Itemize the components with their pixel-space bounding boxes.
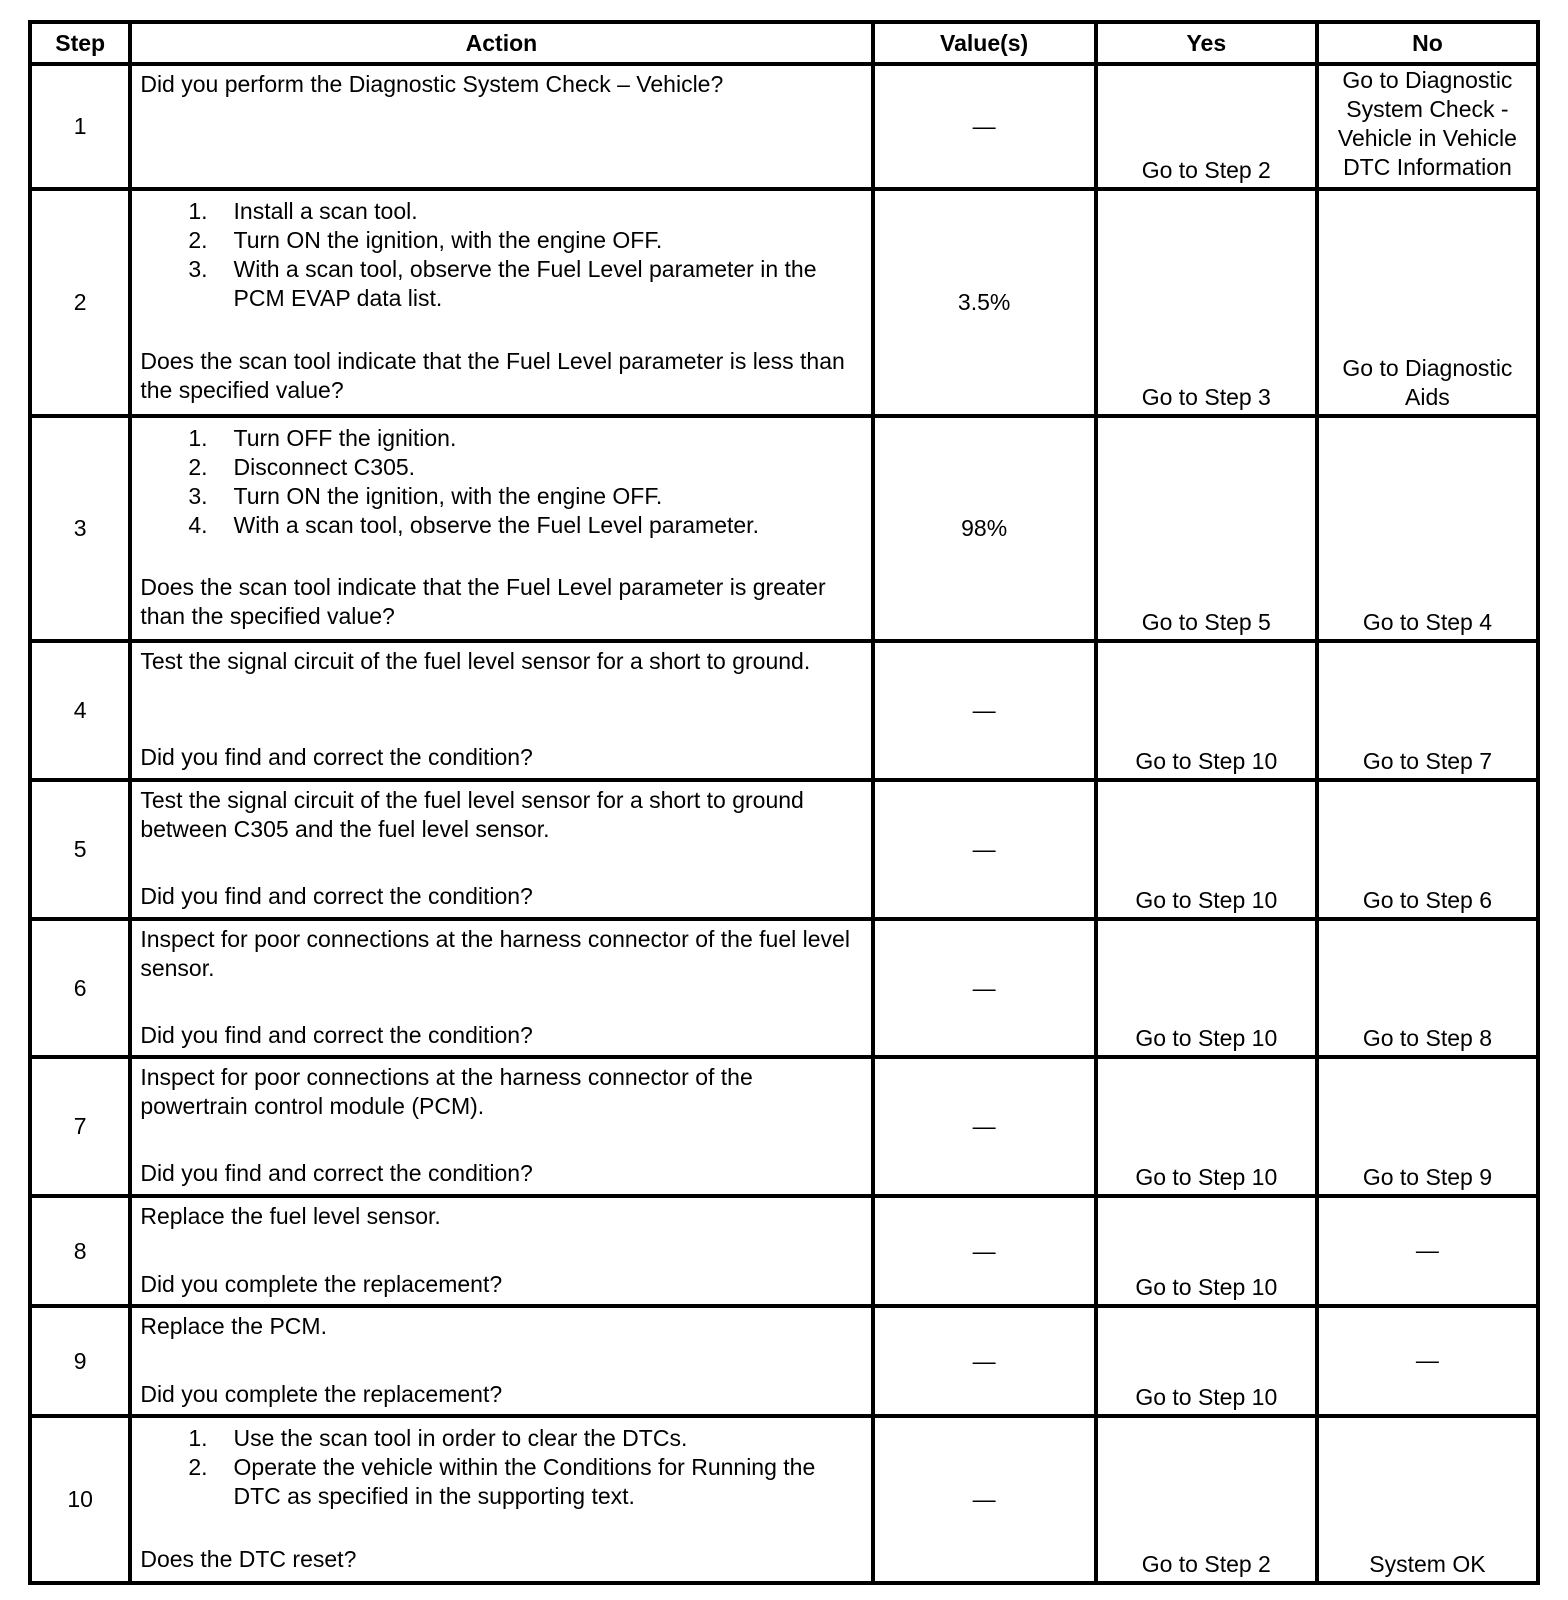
yes-cell: Go to Step 2	[1096, 1416, 1317, 1583]
no-cell: Go to Step 7	[1317, 641, 1538, 780]
action-content	[140, 1198, 862, 1301]
diagnostic-table	[28, 20, 1540, 1585]
action-cell	[130, 641, 872, 780]
action-step-list	[140, 1418, 862, 1511]
action-question: Does the scan tool indicate that the Fuel Level parameter is greater than the specified value?	[140, 573, 826, 629]
action-step-text: With a scan tool, observe the Fuel Level parameter in the PCM EVAP data list.	[233, 256, 817, 312]
no-cell: Go to Step 4	[1317, 416, 1538, 641]
step-number: 7	[30, 1057, 130, 1196]
no-cell: —	[1317, 1306, 1538, 1416]
action-step-number: 2.	[188, 453, 208, 480]
action-step-number: 3.	[188, 256, 208, 283]
action-cell	[130, 1306, 872, 1416]
action-content	[140, 1308, 862, 1411]
yes-cell: Go to Step 3	[1096, 189, 1317, 415]
action-cell	[130, 1196, 872, 1306]
action-step-text: Turn ON the ignition, with the engine OFF.	[233, 482, 663, 509]
action-content	[140, 1059, 862, 1190]
step-number: 10	[30, 1416, 130, 1583]
step-number: 5	[30, 780, 130, 919]
header-yes: Yes	[1096, 22, 1317, 64]
no-cell: Go to Step 9	[1317, 1057, 1538, 1196]
table-row	[30, 1306, 1538, 1416]
action-step-list	[140, 418, 862, 540]
no-cell: Go to Diagnostic Aids	[1317, 189, 1538, 415]
header-step: Step	[30, 22, 130, 64]
value-cell: —	[873, 1306, 1096, 1416]
action-step-item	[140, 482, 862, 511]
action-cell	[130, 919, 872, 1058]
step-number: 8	[30, 1196, 130, 1306]
action-step-text: Install a scan tool.	[233, 198, 418, 225]
action-content	[140, 643, 862, 774]
value-cell: —	[873, 64, 1096, 189]
table-row	[30, 780, 1538, 919]
action-cell	[130, 1416, 872, 1583]
action-step-item	[140, 511, 862, 540]
action-question: Did you complete the replacement?	[140, 1381, 503, 1408]
action-instruction: Test the signal circuit of the fuel level sensor for a short to ground.	[140, 647, 811, 674]
table-row	[30, 64, 1538, 189]
action-step-item	[140, 226, 862, 255]
no-cell: Go to Step 8	[1317, 919, 1538, 1058]
no-cell: Go to Step 6	[1317, 780, 1538, 919]
header-no: No	[1317, 22, 1538, 64]
value-cell: —	[873, 641, 1096, 780]
action-question: Did you find and correct the condition?	[140, 743, 533, 770]
value-cell: —	[873, 1057, 1096, 1196]
action-content	[140, 782, 862, 913]
header-values: Value(s)	[873, 22, 1096, 64]
action-step-text: Operate the vehicle within the Conditions for Running the DTC as specified in the supporting text.	[233, 1454, 816, 1510]
action-step-number: 1.	[188, 1425, 208, 1452]
action-instruction: Inspect for poor connections at the harness connector of the powertrain control module (PCM).	[140, 1064, 753, 1120]
step-number: 4	[30, 641, 130, 780]
table-row	[30, 1057, 1538, 1196]
value-cell: —	[873, 1196, 1096, 1306]
action-question: Did you complete the replacement?	[140, 1271, 503, 1298]
step-number: 1	[30, 64, 130, 189]
action-step-number: 2.	[188, 1454, 208, 1481]
yes-cell: Go to Step 10	[1096, 1196, 1317, 1306]
action-step-item	[140, 255, 862, 313]
yes-cell: Go to Step 2	[1096, 64, 1317, 189]
action-step-number: 1.	[188, 424, 208, 451]
value-cell: 98%	[873, 416, 1096, 641]
value-cell: —	[873, 919, 1096, 1058]
step-number: 3	[30, 416, 130, 641]
action-cell	[130, 416, 872, 641]
action-cell	[130, 64, 872, 189]
action-step-item	[140, 453, 862, 482]
step-number: 6	[30, 919, 130, 1058]
action-question: Does the scan tool indicate that the Fuel Level parameter is less than the specified value?	[140, 348, 845, 404]
value-cell: 3.5%	[873, 189, 1096, 415]
action-step-item	[140, 424, 862, 453]
value-cell: —	[873, 780, 1096, 919]
yes-cell: Go to Step 10	[1096, 641, 1317, 780]
action-instruction: Test the signal circuit of the fuel level sensor for a short to ground between C305 and the fuel level sensor.	[140, 786, 804, 842]
action-step-item	[140, 1424, 862, 1453]
table-row	[30, 189, 1538, 415]
action-question: Did you find and correct the condition?	[140, 1021, 533, 1048]
action-cell	[130, 1057, 872, 1196]
action-instruction: Replace the fuel level sensor.	[140, 1203, 441, 1230]
yes-cell: Go to Step 10	[1096, 1306, 1317, 1416]
no-cell: Go to Diagnostic System Check - Vehicle in Vehicle DTC Information	[1317, 64, 1538, 189]
table-body	[30, 64, 1538, 1583]
action-cell	[130, 189, 872, 415]
action-step-number: 4.	[188, 511, 208, 538]
action-step-text: Turn ON the ignition, with the engine OFF.	[233, 227, 663, 254]
header-action: Action	[130, 22, 872, 64]
action-content	[140, 1418, 862, 1576]
action-step-list	[140, 191, 862, 313]
action-step-number: 1.	[188, 198, 208, 225]
action-question: Did you find and correct the condition?	[140, 882, 533, 909]
action-step-number: 2.	[188, 227, 208, 254]
action-content	[140, 418, 862, 633]
action-question: Does the DTC reset?	[140, 1546, 357, 1573]
action-content	[140, 191, 862, 407]
step-number: 2	[30, 189, 130, 415]
action-step-item	[140, 197, 862, 226]
yes-cell: Go to Step 10	[1096, 780, 1317, 919]
action-instruction: Inspect for poor connections at the harness connector of the fuel level sensor.	[140, 925, 850, 981]
action-content	[140, 66, 862, 184]
value-cell: —	[873, 1416, 1096, 1583]
action-cell	[130, 780, 872, 919]
action-step-text: Turn OFF the ignition.	[233, 424, 457, 451]
yes-cell: Go to Step 5	[1096, 416, 1317, 641]
table-row	[30, 1416, 1538, 1583]
action-content	[140, 921, 862, 1052]
yes-cell: Go to Step 10	[1096, 919, 1317, 1058]
action-step-number: 3.	[188, 482, 208, 509]
no-cell: —	[1317, 1196, 1538, 1306]
no-cell: System OK	[1317, 1416, 1538, 1583]
action-instruction: Replace the PCM.	[140, 1313, 327, 1340]
step-number: 9	[30, 1306, 130, 1416]
action-instruction: Did you perform the Diagnostic System Check – Vehicle?	[140, 71, 724, 97]
header-row	[30, 22, 1538, 64]
action-step-text: Disconnect C305.	[233, 453, 416, 480]
action-step-item	[140, 1453, 862, 1511]
table-row	[30, 1196, 1538, 1306]
yes-cell: Go to Step 10	[1096, 1057, 1317, 1196]
action-step-text: Use the scan tool in order to clear the DTCs.	[233, 1425, 688, 1452]
table-row	[30, 641, 1538, 780]
table-row	[30, 919, 1538, 1058]
action-question: Did you find and correct the condition?	[140, 1160, 533, 1187]
action-step-text: With a scan tool, observe the Fuel Level parameter.	[233, 511, 759, 538]
diagnostic-table-container	[28, 20, 1540, 1585]
table-row	[30, 416, 1538, 641]
